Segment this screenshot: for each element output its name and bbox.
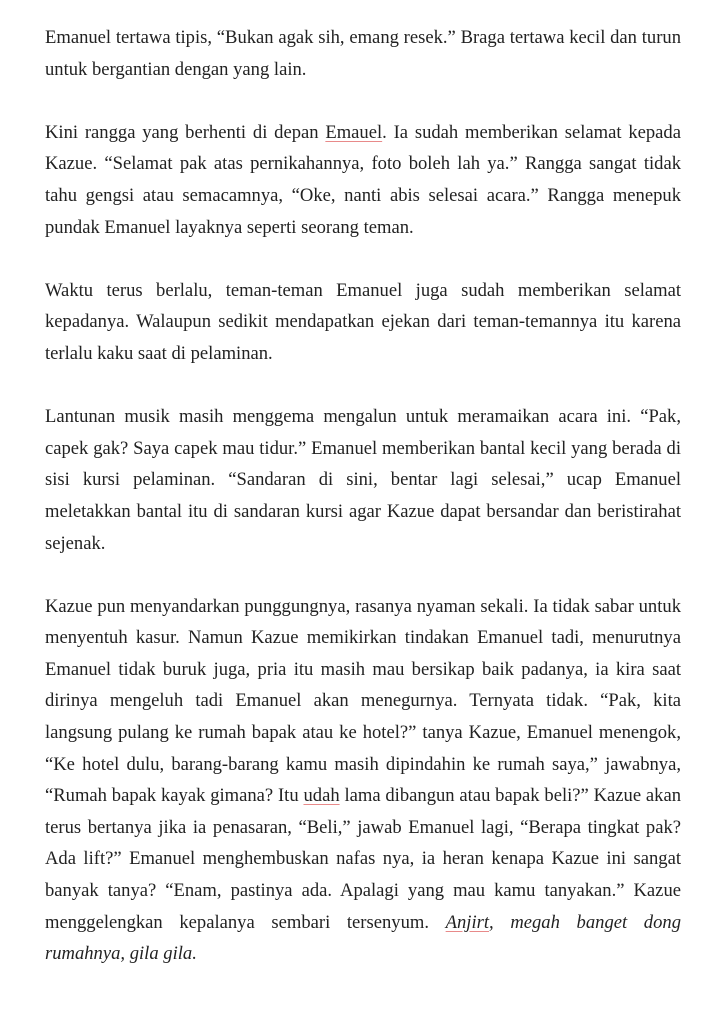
paragraph-3 (45, 275, 681, 370)
paragraph-5 (45, 591, 681, 970)
paragraph-5-text-before: Kazue pun menyandarkan punggungnya, rasanya nyaman sekali. Ia tidak sabar untuk menyentuh kasur. Namun Kazue memikirkan tindakan Emanuel tadi, menurutnya Emanuel tidak buruk juga, pria itu masih mau bersikap baik padanya, ia kira saat dirinya mengeluh tadi Emanuel akan menegurnya. Ternyata tidak. “Pak, kita langsung pulang ke rumah bapak atau ke hotel?” tanya Kazue, Emanuel menengok, “Ke hotel dulu, barang-barang kamu masih dipindahin ke rumah saya,” jawabnya, “Rumah bapak kayak gimana? Itu (45, 595, 681, 807)
spellcheck-word-anjirt: Anjirt (445, 911, 490, 933)
paragraph-1 (45, 22, 681, 85)
paragraph-4-text: Lantunan musik masih menggema mengalun untuk meramaikan acara ini. “Pak, capek gak? Saya capek mau tidur.” Emanuel memberikan bantal kecil yang berada di sisi kursi pelaminan. “Sandaran di sini, bentar lagi selesai,” ucap Emanuel meletakkan bantal itu di sandaran kursi agar Kazue dapat bersandar dan beristirahat sejenak. (45, 406, 681, 554)
paragraph-4 (45, 401, 681, 559)
paragraph-2-text-after: . Ia sudah memberikan selamat kepada Kazue. “Selamat pak atas pernikahannya, foto boleh lah ya.” Rangga sangat tidak tahu gengsi atau semacamnya, “Oke, nanti abis selesai acara.” Rangga menepuk pundak Emanuel layaknya seperti seorang teman. (45, 121, 681, 238)
paragraph-2 (45, 117, 681, 243)
story-page (45, 22, 681, 970)
paragraph-2-text-before: Kini rangga yang berhenti di depan (45, 121, 326, 143)
paragraph-5-text-middle: lama dibangun atau bapak beli?” Kazue akan terus bertanya jika ia penasaran, “Beli,” jawab Emanuel lagi, “Berapa tingkat pak? Ada lift?” Emanuel menghembuskan nafas nya, ia heran kenapa Kazue ini sangat banyak tanya? “Enam, pastinya ada. Apalagi yang mau kamu tanyakan.” Kazue menggelengkan kepalanya sembari tersenyum. (45, 785, 681, 933)
spellcheck-word-emauel: Emauel (325, 121, 383, 143)
paragraph-1-text: Emanuel tertawa tipis, “Bukan agak sih, emang resek.” Braga tertawa kecil dan turun untuk bergantian dengan yang lain. (45, 27, 681, 80)
spellcheck-word-udah: udah (303, 785, 340, 807)
paragraph-3-text: Waktu terus berlalu, teman-teman Emanuel juga sudah memberikan selamat kepadanya. Walaupun sedikit mendapatkan ejekan dari teman-temannya itu karena terlalu kaku saat di pelaminan. (45, 279, 681, 364)
inner-thought-text: , megah banget dong rumahnya, gila gila. (45, 911, 681, 965)
